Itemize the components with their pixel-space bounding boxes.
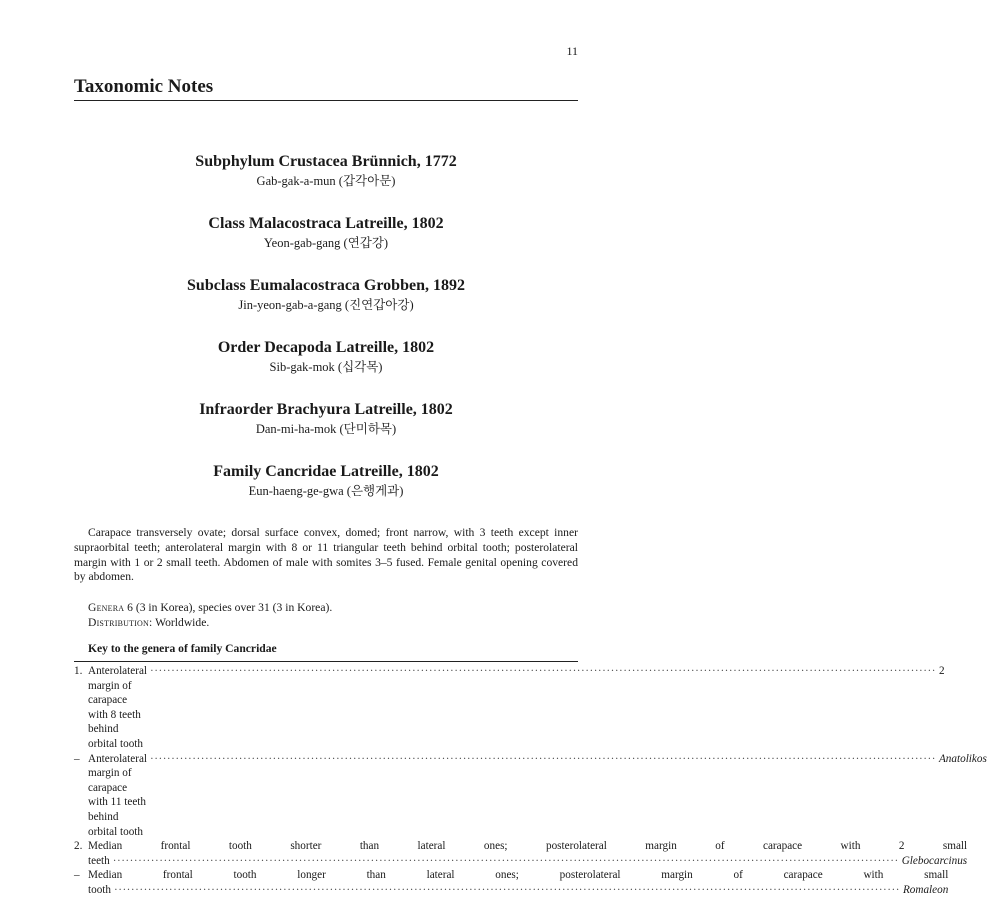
- identification-key: [74, 664, 987, 898]
- taxon-name: Subclass Eumalacostraca Grobben, 1892: [187, 277, 465, 294]
- key-entry: [74, 752, 987, 840]
- taxon-korean-name: Gab-gak-a-mun (갑각아문): [256, 174, 396, 188]
- taxon-korean-name: Eun-haeng-ge-gwa (은행게과): [248, 484, 404, 498]
- key-entry-result: Romaleon: [902, 883, 949, 896]
- genera-value: 6 (3 in Korea), species over 31 (3 in Korea).: [127, 601, 333, 614]
- key-entry-text: Anterolateral margin of carapace with 8 teeth behind orbital tooth: [88, 665, 148, 750]
- taxon-name: Class Malacostraca Latreille, 1802: [208, 215, 444, 232]
- key-entry: [74, 839, 968, 868]
- distribution-label: Distribution:: [88, 616, 153, 629]
- page-number: 11: [566, 44, 578, 58]
- key-entry-number: 2.: [74, 840, 83, 853]
- taxon-korean-name: Sib-gak-mok (십각목): [269, 360, 383, 374]
- taxon-family: [74, 462, 578, 524]
- section-title: Taxonomic Notes: [74, 76, 214, 97]
- key-entry-number: 1.: [74, 665, 83, 677]
- key-entry: [74, 868, 949, 897]
- taxonomy-hierarchy: [74, 152, 578, 524]
- key-heading: Key to the genera of family Cancridae: [88, 642, 277, 655]
- genera-line: [88, 600, 332, 615]
- key-entry-text: Anterolateral margin of carapace with 11 teeth behind orbital tooth: [88, 752, 148, 838]
- taxon-name: Order Decapoda Latreille, 1802: [217, 339, 435, 356]
- key-entry-result: Anatolikos: [938, 752, 987, 765]
- key-entry-number: –: [74, 869, 80, 882]
- dot-leader: [150, 664, 936, 679]
- genera-distribution: [88, 600, 332, 630]
- taxon-name: Infraorder Brachyura Latreille, 1802: [199, 401, 453, 418]
- taxon-korean-name: Yeon-gab-gang (연갑강): [263, 236, 389, 250]
- distribution-line: [88, 615, 332, 630]
- taxon-subphylum: [74, 152, 578, 214]
- taxon-class: [74, 214, 578, 276]
- title-rule: [74, 100, 578, 101]
- dot-leader: [113, 854, 899, 869]
- family-description: Carapace transversely ovate; dorsal surface convex, domed; front narrow, with 3 teeth except inner supraorbital teeth; anterolateral margin with 8 or 11 triangular teeth behind orbital tooth; posterolateral margin with 1 or 2 small teeth. Abdomen of male with somites 3–5 fused. Female genital opening covered by abdomen.: [74, 526, 578, 584]
- key-entry-number: –: [74, 752, 80, 765]
- key-entry-text: Median frontal tooth shorter than lateral ones; posterolateral margin of carapace with 2 small: [88, 840, 968, 853]
- key-entry-result: 2: [938, 665, 945, 677]
- genera-label: Genera: [88, 601, 125, 614]
- key-entry: [74, 664, 945, 752]
- taxon-order: [74, 338, 578, 400]
- key-rule: [74, 661, 578, 662]
- key-entry-text-continued: teeth: [88, 854, 110, 867]
- key-entry-result: Glebocarcinus: [901, 854, 968, 867]
- key-entry-text: Median frontal tooth longer than lateral ones; posterolateral margin of carapace with small: [88, 869, 949, 882]
- taxon-infraorder: [74, 400, 578, 462]
- key-entry-text-continued: tooth: [88, 883, 111, 896]
- taxon-subclass: [74, 276, 578, 338]
- taxon-name: Family Cancridae Latreille, 1802: [213, 463, 439, 480]
- dot-leader: [150, 752, 936, 767]
- distribution-value: Worldwide.: [155, 616, 210, 629]
- taxon-korean-name: Jin-yeon-gab-a-gang (진연갑아강): [238, 298, 414, 312]
- taxon-korean-name: Dan-mi-ha-mok (단미하목): [255, 422, 397, 436]
- taxon-name: Subphylum Crustacea Brünnich, 1772: [195, 153, 457, 170]
- dot-leader: [114, 883, 900, 898]
